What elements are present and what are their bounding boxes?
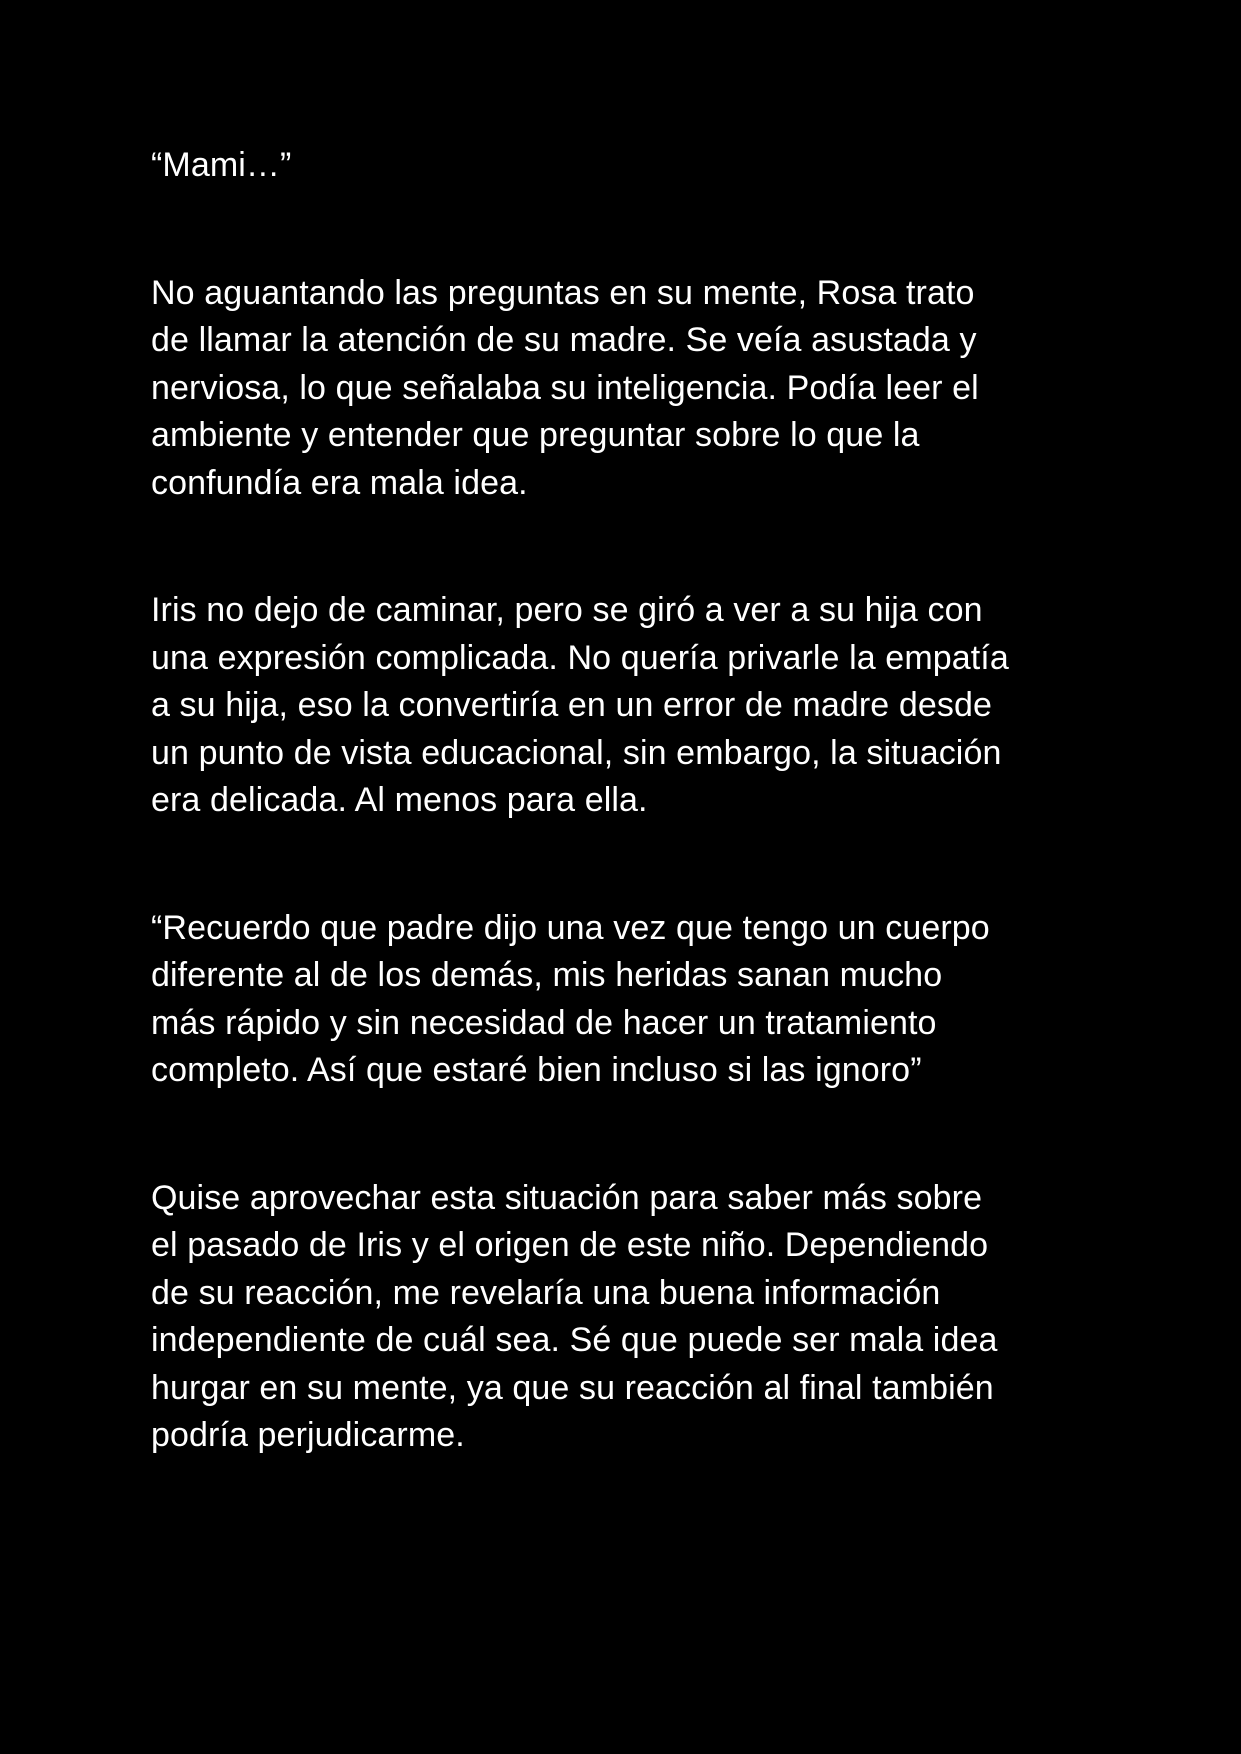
text-line: Iris no dejo de caminar, pero se giró a ver a su hija con [151,591,983,629]
text-line: un punto de vista educacional, sin embargo, la situación [151,733,1002,772]
text-line: era delicada. Al menos para ella. [151,781,648,819]
text-line: Quise aprovechar esta situación para saber más sobre [151,1178,983,1217]
text-line: “Mami…” [151,146,292,184]
text-line: más rápido y sin necesidad de hacer un tratamiento [151,1003,937,1042]
text-line: una expresión complicada. No quería privarle la empatía [151,638,1009,677]
story-text [151,142,1101,1460]
paragraph-1 [151,142,1101,190]
paragraph-2 [151,270,1101,508]
text-line: el pasado de Iris y el origen de este niño. Dependiendo [151,1226,989,1264]
text-line: podría perjudicarme. [151,1416,465,1454]
text-line: hurgar en su mente, ya que su reacción al final también [151,1368,994,1407]
text-line: ambiente y entender que preguntar sobre lo que la [151,416,920,454]
paragraph-4 [151,905,1101,1095]
text-line: completo. Así que estaré bien incluso si las ignoro” [151,1051,922,1089]
text-line: nerviosa, lo que señalaba su inteligencia. Podía leer el [151,368,979,407]
text-line: independiente de cuál sea. Sé que puede ser mala idea [151,1321,998,1359]
text-line: diferente al de los demás, mis heridas sanan mucho [151,956,943,994]
paragraph-3 [151,587,1101,825]
text-line: de llamar la atención de su madre. Se veía asustada y [151,321,977,359]
text-line: “Recuerdo que padre dijo una vez que tengo un cuerpo [151,908,990,947]
text-line: de su reacción, me revelaría una buena información [151,1273,941,1312]
paragraph-5 [151,1175,1101,1460]
text-line: confundía era mala idea. [151,463,528,502]
text-line: a su hija, eso la convertiría en un error de madre desde [151,686,992,724]
text-line: No aguantando las preguntas en su mente, Rosa trato [151,273,975,312]
